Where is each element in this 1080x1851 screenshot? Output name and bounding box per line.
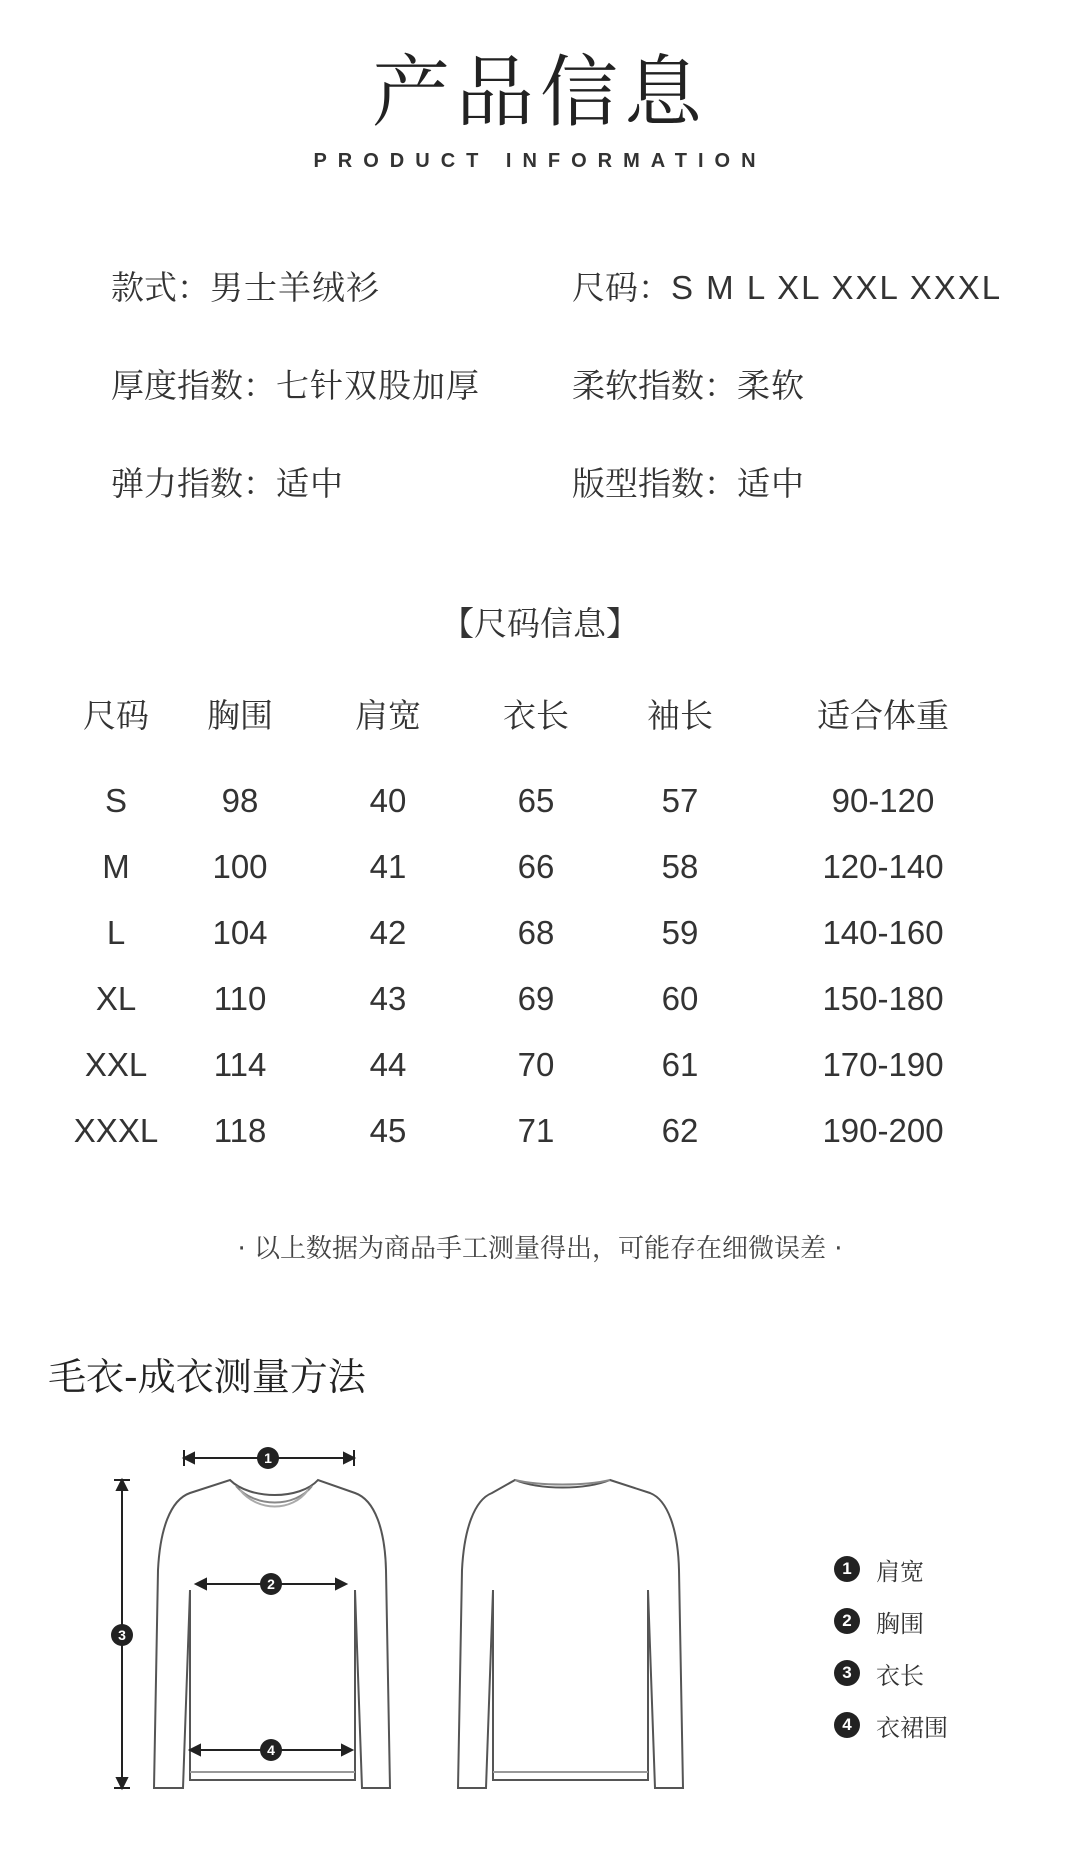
svg-text:1: 1	[264, 1450, 272, 1466]
attr-fit-value: 适中	[737, 464, 805, 503]
table-cell: 43	[369, 980, 407, 1017]
table-cell: XXL	[84, 1046, 148, 1083]
svg-text:2: 2	[267, 1576, 275, 1592]
table-cell: 61	[661, 1046, 699, 1083]
table-cell: 104	[212, 914, 268, 951]
table-cell: 57	[661, 782, 699, 819]
table-cell: 150-180	[822, 980, 944, 1017]
table-cell: 140-160	[822, 914, 944, 951]
table-cell: XL	[95, 980, 137, 1017]
table-cell: 90-120	[831, 782, 935, 819]
legend-label: 肩宽	[876, 1557, 924, 1586]
table-row	[66, 1098, 1016, 1164]
marker-3	[111, 1624, 133, 1646]
legend-number: 1	[834, 1556, 860, 1582]
table-cell: 66	[517, 848, 555, 885]
table-cell: 65	[517, 782, 555, 819]
back-sweater-illustration	[458, 1480, 683, 1788]
table-cell: 62	[661, 1112, 699, 1149]
table-row	[66, 768, 1016, 834]
page-title: 产品信息	[371, 48, 708, 138]
table-cell: 40	[369, 782, 407, 819]
attr-size-value: S M L XL XXL XXXL	[671, 269, 1003, 306]
measurement-legend	[834, 1543, 948, 1751]
attr-softness-value: 柔软	[737, 366, 805, 405]
col-header-weight: 适合体重	[817, 696, 949, 735]
table-cell: 70	[517, 1046, 555, 1083]
measurement-note: · 以上数据为商品手工测量得出，可能存在细微误差 ·	[237, 1234, 843, 1264]
table-cell: 110	[213, 980, 267, 1017]
legend-number: 4	[834, 1712, 860, 1738]
attr-size-label: 尺码：	[572, 268, 671, 307]
table-cell: 42	[369, 914, 407, 951]
table-cell: 41	[369, 848, 407, 885]
attr-thickness-label: 厚度指数：	[111, 366, 276, 405]
attr-style-value: 男士羊绒衫	[210, 268, 380, 307]
table-cell: S	[104, 782, 127, 819]
legend-label: 衣裙围	[876, 1713, 948, 1742]
table-cell: 120-140	[822, 848, 944, 885]
legend-label: 胸围	[876, 1609, 924, 1638]
table-row	[66, 900, 1016, 966]
svg-text:4: 4	[267, 1742, 275, 1758]
table-cell: L	[106, 914, 126, 951]
table-cell: XXXL	[73, 1112, 159, 1149]
col-header-size: 尺码	[83, 696, 149, 735]
table-cell: M	[102, 848, 130, 885]
marker-1	[257, 1447, 279, 1469]
table-row	[66, 966, 1016, 1032]
marker-4	[260, 1739, 282, 1761]
table-cell: 59	[661, 914, 699, 951]
col-header-length: 衣长	[503, 696, 569, 735]
legend-item	[834, 1543, 948, 1595]
col-header-sleeve: 袖长	[647, 696, 713, 735]
legend-item	[834, 1647, 948, 1699]
size-table-header	[66, 690, 1016, 768]
legend-label: 衣长	[876, 1661, 924, 1690]
col-header-chest: 胸围	[207, 696, 273, 735]
table-cell: 98	[221, 782, 259, 819]
legend-item	[834, 1595, 948, 1647]
table-cell: 68	[517, 914, 555, 951]
legend-number: 2	[834, 1608, 860, 1634]
table-cell: 118	[213, 1112, 267, 1149]
table-cell: 45	[369, 1112, 407, 1149]
marker-2	[260, 1573, 282, 1595]
table-cell: 71	[517, 1112, 555, 1149]
attr-elasticity-value: 适中	[276, 464, 344, 503]
attr-fit	[572, 458, 805, 505]
table-row	[66, 834, 1016, 900]
sweater-measurement-diagram	[0, 1420, 800, 1820]
legend-item	[834, 1699, 948, 1751]
attr-elasticity	[111, 458, 344, 505]
table-cell: 60	[661, 980, 699, 1017]
table-cell: 190-200	[822, 1112, 944, 1149]
size-table	[66, 690, 1016, 1164]
col-header-shoulder: 肩宽	[355, 696, 421, 735]
page-subtitle: PRODUCT INFORMATION	[313, 150, 767, 172]
attr-elasticity-label: 弹力指数：	[111, 464, 276, 503]
attr-thickness-value: 七针双股加厚	[276, 366, 480, 405]
table-cell: 69	[517, 980, 555, 1017]
attr-style-label: 款式：	[111, 268, 210, 307]
table-cell: 44	[369, 1046, 407, 1083]
table-cell: 58	[661, 848, 699, 885]
attr-size	[572, 262, 1002, 309]
size-section-heading: 【尺码信息】	[441, 604, 639, 643]
table-cell: 170-190	[822, 1046, 944, 1083]
attr-fit-label: 版型指数：	[572, 464, 737, 503]
svg-text:3: 3	[118, 1627, 126, 1643]
legend-number: 3	[834, 1660, 860, 1686]
table-cell: 100	[212, 848, 268, 885]
method-title: 毛衣-成衣测量方法	[48, 1355, 366, 1399]
attr-softness	[572, 360, 805, 407]
attr-style	[111, 262, 380, 309]
table-cell: 114	[213, 1046, 267, 1083]
attr-thickness	[111, 360, 480, 407]
table-row	[66, 1032, 1016, 1098]
attr-softness-label: 柔软指数：	[572, 366, 737, 405]
